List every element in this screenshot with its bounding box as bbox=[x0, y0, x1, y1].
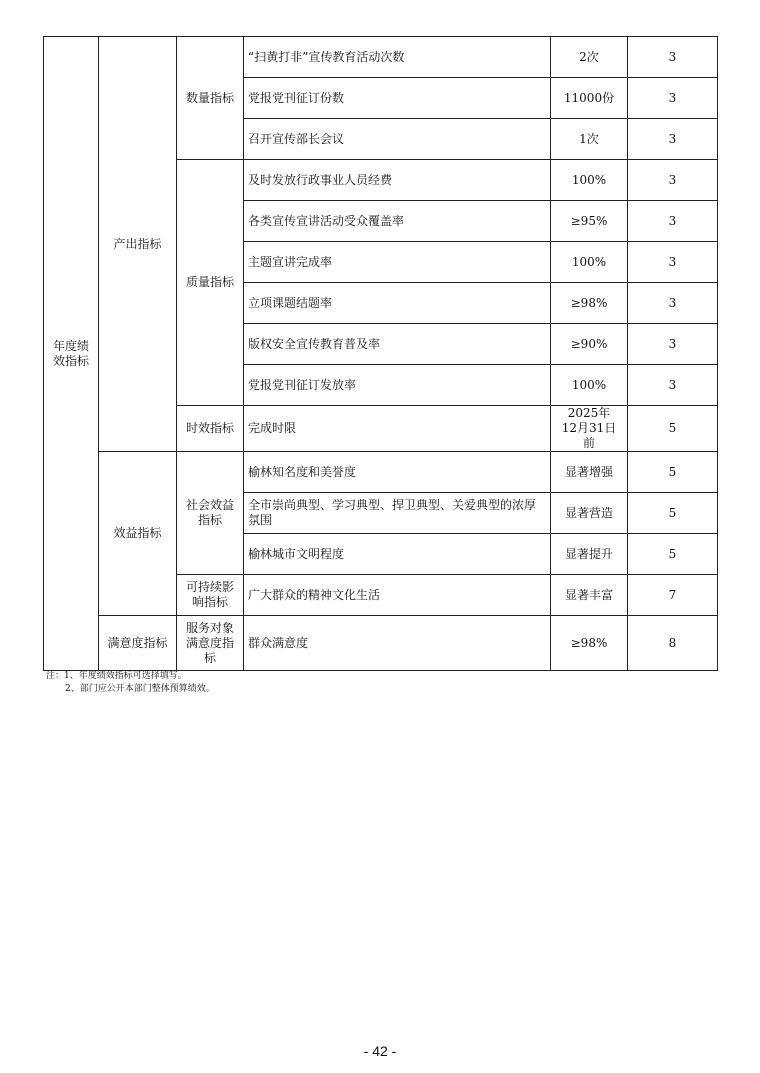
score-cell: 3 bbox=[628, 201, 718, 242]
level3-social-cell: 社会效益指标 bbox=[177, 452, 244, 575]
score-cell: 3 bbox=[628, 242, 718, 283]
note-line: 2、部门应公开本部门整体预算绩效。 bbox=[65, 684, 215, 694]
page-number: - 42 - bbox=[363, 1043, 397, 1059]
item-cell: 完成时限 bbox=[244, 406, 551, 452]
value-cell: 1次 bbox=[551, 119, 628, 160]
score-cell: 3 bbox=[628, 324, 718, 365]
level3-timeliness-cell: 时效指标 bbox=[177, 406, 244, 452]
level2-output-cell: 产出指标 bbox=[99, 37, 177, 452]
value-cell: 显著丰富 bbox=[551, 575, 628, 616]
score-cell: 5 bbox=[628, 452, 718, 493]
item-cell: 群众满意度 bbox=[244, 616, 551, 671]
item-cell: 党报党刊征订发放率 bbox=[244, 365, 551, 406]
item-cell: 广大群众的精神文化生活 bbox=[244, 575, 551, 616]
score-cell: 3 bbox=[628, 283, 718, 324]
score-cell: 5 bbox=[628, 493, 718, 534]
item-cell: 党报党刊征订份数 bbox=[244, 78, 551, 119]
value-cell: 显著增强 bbox=[551, 452, 628, 493]
value-cell: 100% bbox=[551, 242, 628, 283]
performance-indicator-table bbox=[43, 36, 718, 671]
item-cell: 榆林知名度和美誉度 bbox=[244, 452, 551, 493]
table-row bbox=[44, 616, 718, 671]
item-cell: 立项课题结题率 bbox=[244, 283, 551, 324]
item-cell: 及时发放行政事业人员经费 bbox=[244, 160, 551, 201]
value-cell: ≥98% bbox=[551, 616, 628, 671]
level1-cell: 年度绩效指标 bbox=[44, 37, 99, 671]
score-cell: 5 bbox=[628, 534, 718, 575]
value-cell: 显著提升 bbox=[551, 534, 628, 575]
level3-quantity-cell: 数量指标 bbox=[177, 37, 244, 160]
value-cell: ≥98% bbox=[551, 283, 628, 324]
score-cell: 3 bbox=[628, 119, 718, 160]
score-cell: 3 bbox=[628, 37, 718, 78]
value-cell: 显著营造 bbox=[551, 493, 628, 534]
score-cell: 3 bbox=[628, 365, 718, 406]
level3-sustainable-cell: 可持续影响指标 bbox=[177, 575, 244, 616]
item-cell: 召开宣传部长会议 bbox=[244, 119, 551, 160]
item-cell: 版权安全宣传教育普及率 bbox=[244, 324, 551, 365]
value-cell: 2025年12月31日前 bbox=[551, 406, 628, 452]
value-cell: 2次 bbox=[551, 37, 628, 78]
score-cell: 8 bbox=[628, 616, 718, 671]
item-cell: 榆林城市文明程度 bbox=[244, 534, 551, 575]
score-cell: 7 bbox=[628, 575, 718, 616]
value-cell: 11000份 bbox=[551, 78, 628, 119]
value-cell: 100% bbox=[551, 160, 628, 201]
table-row bbox=[44, 37, 718, 78]
score-cell: 3 bbox=[628, 78, 718, 119]
level3-service-cell: 服务对象满意度指标 bbox=[177, 616, 244, 671]
item-cell: “扫黄打非”宣传教育活动次数 bbox=[244, 37, 551, 78]
item-cell: 主题宣讲完成率 bbox=[244, 242, 551, 283]
value-cell: ≥90% bbox=[551, 324, 628, 365]
level2-satisfaction-cell: 满意度指标 bbox=[99, 616, 177, 671]
table-notes bbox=[46, 670, 215, 696]
item-cell: 全市崇尚典型、学习典型、捍卫典型、关爱典型的浓厚氛围 bbox=[244, 493, 551, 534]
value-cell: ≥95% bbox=[551, 201, 628, 242]
note-line: 注：1、年度绩效指标可选择填写。 bbox=[46, 671, 187, 681]
level2-benefit-cell: 效益指标 bbox=[99, 452, 177, 616]
level3-quality-cell: 质量指标 bbox=[177, 160, 244, 406]
score-cell: 5 bbox=[628, 406, 718, 452]
score-cell: 3 bbox=[628, 160, 718, 201]
item-cell: 各类宣传宣讲活动受众覆盖率 bbox=[244, 201, 551, 242]
value-cell: 100% bbox=[551, 365, 628, 406]
table-row bbox=[44, 452, 718, 493]
